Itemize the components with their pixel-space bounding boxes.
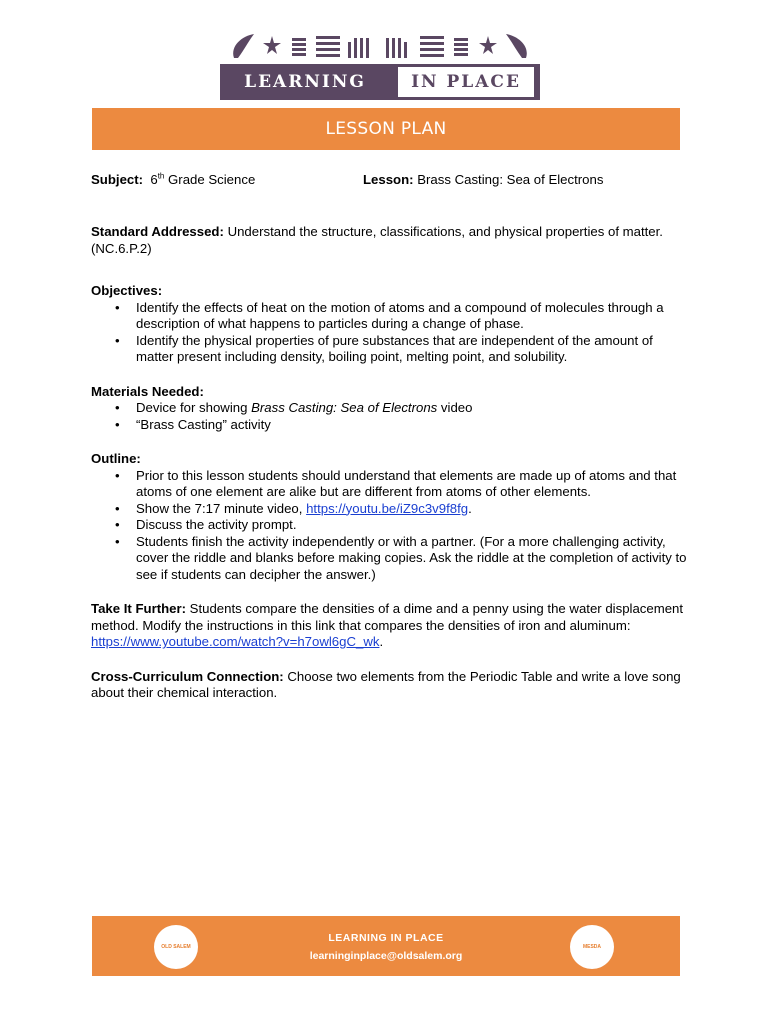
- subject-field: [91, 172, 255, 187]
- cross-curriculum-section: [91, 669, 691, 702]
- cross-curriculum-label: Cross-Curriculum Connection:: [91, 668, 284, 684]
- mesda-seal-icon: MESDA: [570, 925, 614, 969]
- objectives-list: [91, 300, 691, 366]
- lesson-value: Brass Casting: Sea of Electrons: [417, 172, 604, 187]
- list-item: • Discuss the activity prompt.: [136, 517, 691, 534]
- list-item: • Show the 7:17 minute video, https://youtu.be/iZ9c3v9f8fg.: [136, 501, 691, 518]
- learning-in-place-logo: [220, 28, 540, 100]
- logo-text-learning: LEARNING: [244, 72, 366, 92]
- lesson-document: [91, 172, 691, 702]
- subject-grade-suffix: th: [157, 171, 165, 181]
- lesson-field: [363, 172, 603, 189]
- subject-label: Subject:: [91, 172, 144, 187]
- list-item: • Students finish the activity independently or with a partner. (For a more challenging activity, cover the riddle and blanks before making copies. Ask the riddle at the completion of activity to see if students can decipher the answer.): [136, 534, 691, 584]
- materials-list: [91, 400, 691, 433]
- standard-label: Standard Addressed:: [91, 224, 224, 239]
- take-it-further-label: Take It Further:: [91, 601, 187, 616]
- footer-email: learninginplace@oldsalem.org: [309, 950, 463, 962]
- density-video-link[interactable]: https://www.youtube.com/watch?v=h7owl6gC_wk: [91, 634, 380, 649]
- lesson-plan-banner: LESSON PLAN: [92, 108, 680, 150]
- standard-text: Understand the structure, classifications, and physical properties of matter. (NC.6.P.2): [91, 224, 663, 256]
- logo-text-in-place: IN PLACE: [398, 67, 534, 97]
- subject-value: Grade Science: [168, 172, 256, 187]
- standard-section: [91, 224, 691, 257]
- old-salem-seal-icon: OLD SALEM: [154, 925, 198, 969]
- outline-label: Outline:: [91, 451, 141, 466]
- lesson-label: Lesson:: [363, 172, 414, 187]
- objectives-label: Objectives:: [91, 283, 163, 298]
- list-item: • Identify the physical properties of pure substances that are independent of the amount of matter present including density, boiling point, melting point, and solubility.: [136, 333, 691, 366]
- logo-decorative-icons: [220, 28, 540, 62]
- take-it-further-section: Take It Further: Students compare the densities of a dime and a penny using the water displacement method. Modify the instructions in this link that compares the densities of iron and aluminum: https://www.youtube.com/watch?v=h7owl6gC_wk.: [91, 601, 684, 649]
- subject-lesson-row: [91, 172, 691, 190]
- materials-section: [91, 384, 691, 434]
- materials-label: Materials Needed:: [91, 383, 204, 399]
- video-link[interactable]: https://youtu.be/iZ9c3v9f8fg: [306, 500, 469, 516]
- list-item: • “Brass Casting” activity: [136, 417, 691, 434]
- list-item: • Device for showing Brass Casting: Sea of Electrons video: [136, 400, 691, 417]
- list-item: • Prior to this lesson students should understand that elements are made up of atoms and that atoms of one element are alike but are different from atoms of other elements.: [136, 468, 691, 501]
- objectives-section: [91, 283, 691, 366]
- outline-list: [91, 468, 691, 584]
- subject-grade: 6: [150, 172, 158, 187]
- footer-banner: [92, 916, 680, 976]
- footer-title: LEARNING IN PLACE: [328, 932, 444, 944]
- video-title: Brass Casting: Sea of Electrons: [251, 400, 438, 415]
- take-it-further-text: Students compare the densities of a dime and a penny using the water displacement method. Modify the instructions in this link that compares the densities of iron and aluminum:: [91, 601, 684, 633]
- outline-section: [91, 451, 691, 583]
- list-item: • Identify the effects of heat on the motion of atoms and a compound of molecules through a description of what happens to particles during a change of phase.: [136, 300, 691, 333]
- logo-wordmark: [220, 64, 540, 100]
- cross-curriculum-text: Choose two elements from the Periodic Table and write a love song about their chemical interaction.: [91, 668, 681, 700]
